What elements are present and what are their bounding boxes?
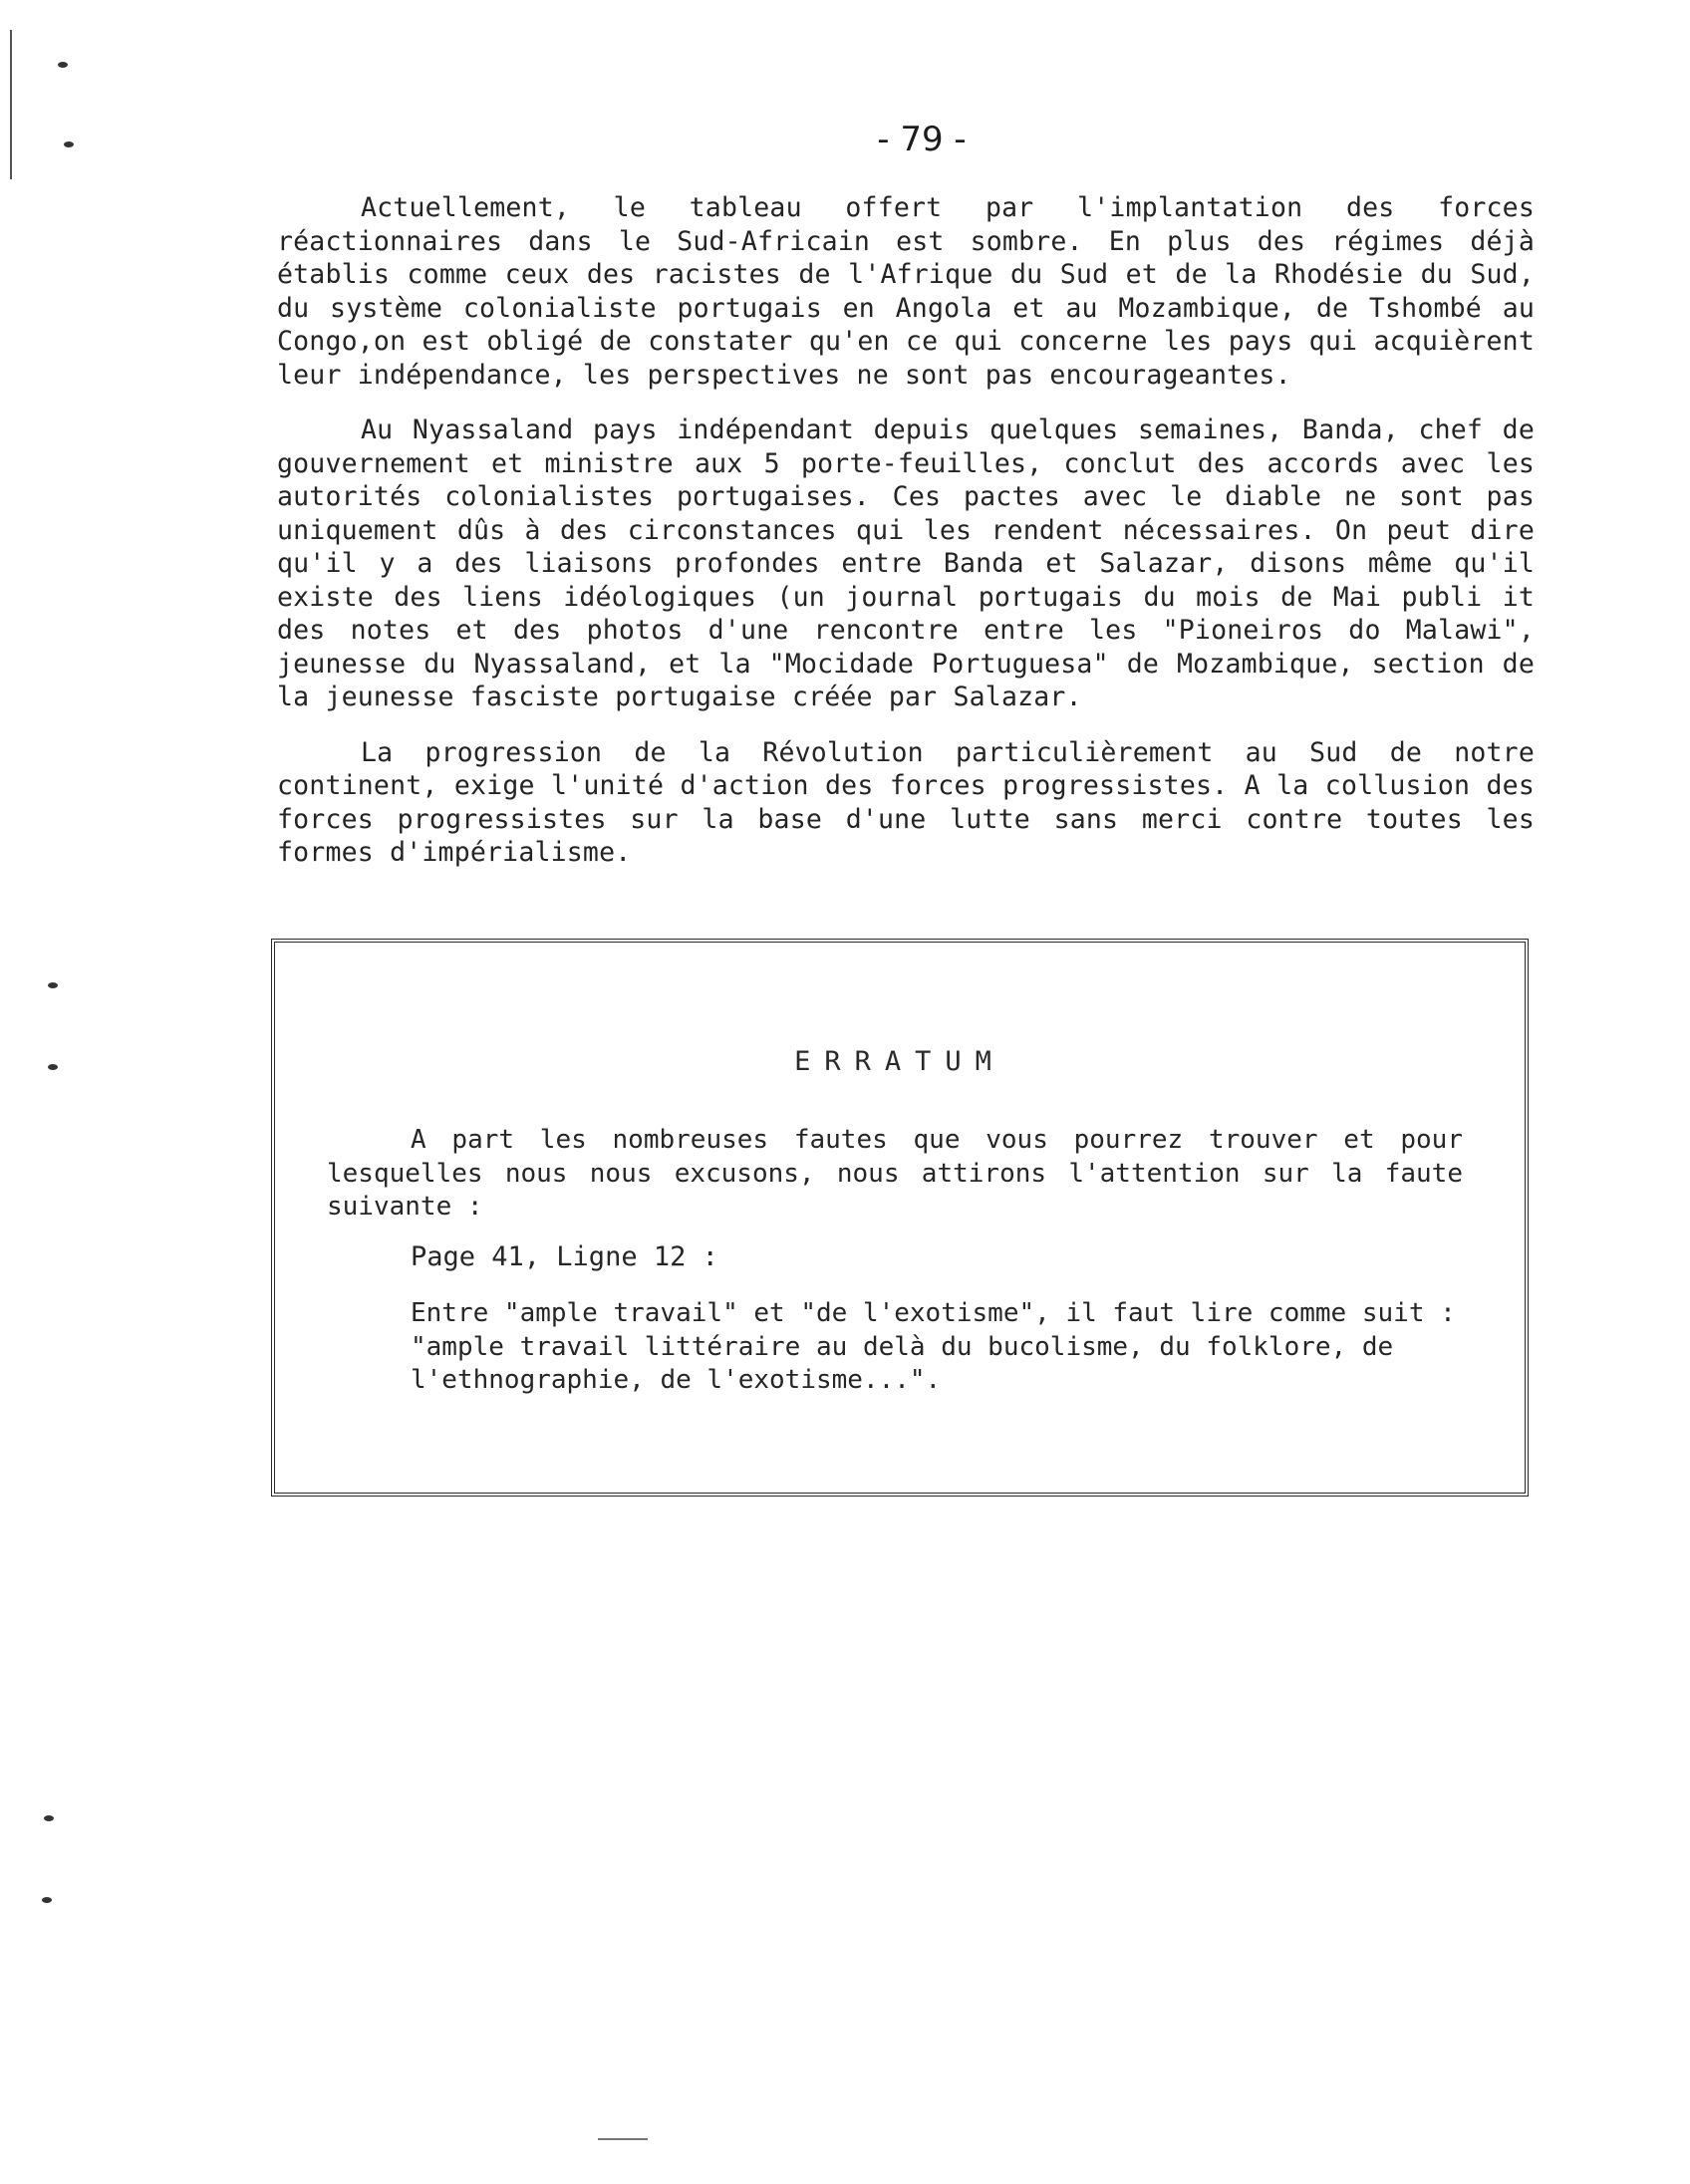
- scan-margin-mark: [48, 982, 58, 988]
- paragraph: La progression de la Révolution particulièrement au Sud de notre continent, exige l'unité d'action des forces progressistes. A la collusion des forces progressistes sur la base d'une lutte sans merci contre toutes les formes d'impérialisme.: [277, 736, 1535, 868]
- scan-margin-mark: [44, 1815, 54, 1821]
- scan-margin-mark: [48, 1064, 58, 1070]
- erratum-correction: Entre "ample travail" et "de l'exotisme", il faut lire comme suit : "ample travail littéraire au delà du bucolisme, du folklore, de l'ethnographie, de l'exotisme...".: [411, 1298, 1456, 1395]
- paragraph: Actuellement, le tableau offert par l'implantation des forces réactionnaires dans le Sud-Africain est sombre. En plus des régimes déjà établis comme ceux des racistes de l'Afrique du Sud et de la Rhodésie du Sud, du système colonialiste portugais en Angola et au Mozambique, de Tshombé au Congo,on est obligé de constater qu'en ce qui concerne les pays qui acquièrent leur indépendance, les perspectives ne sont pas encourageantes.: [277, 192, 1535, 391]
- body-text: [277, 191, 1535, 892]
- paragraph: Au Nyassaland pays indépendant depuis quelques semaines, Banda, chef de gouvernement et ministre aux 5 porte-feuilles, conclut des accords avec les autorités colonialistes portugaises. Ces pactes avec le diable ne sont pas uniquement dûs à des circonstances qui les rendent nécessaires. On peut dire qu'il y a des liaisons profondes entre Banda et Salazar, disons même qu'il existe des liens idéologiques (un journal portugais du mois de Mai publi it des notes et des photos d'une rencontre entre les "Pioneiros do Malawi", jeunesse du Nyassaland, et la "Mocidade Portuguesa" de Mozambique, section de la jeunesse fasciste portugaise créée par Salazar.: [277, 414, 1535, 712]
- erratum-reference: Page 41, Ligne 12 :: [411, 1241, 718, 1272]
- erratum-box: [271, 939, 1529, 1497]
- scan-bottom-mark: [598, 2138, 648, 2140]
- erratum-title: ERRATUM: [794, 1046, 1005, 1077]
- scan-margin-line: [10, 30, 12, 179]
- page-number: - 79 -: [877, 120, 967, 159]
- scan-margin-mark: [64, 141, 74, 147]
- scan-margin-mark: [58, 62, 68, 68]
- erratum-intro: A part les nombreuses fautes que vous pourrez trouver et pour lesquelles nous nous excusons, nous attirons l'attention sur la faute suivante :: [327, 1125, 1463, 1222]
- scan-margin-mark: [42, 1897, 52, 1903]
